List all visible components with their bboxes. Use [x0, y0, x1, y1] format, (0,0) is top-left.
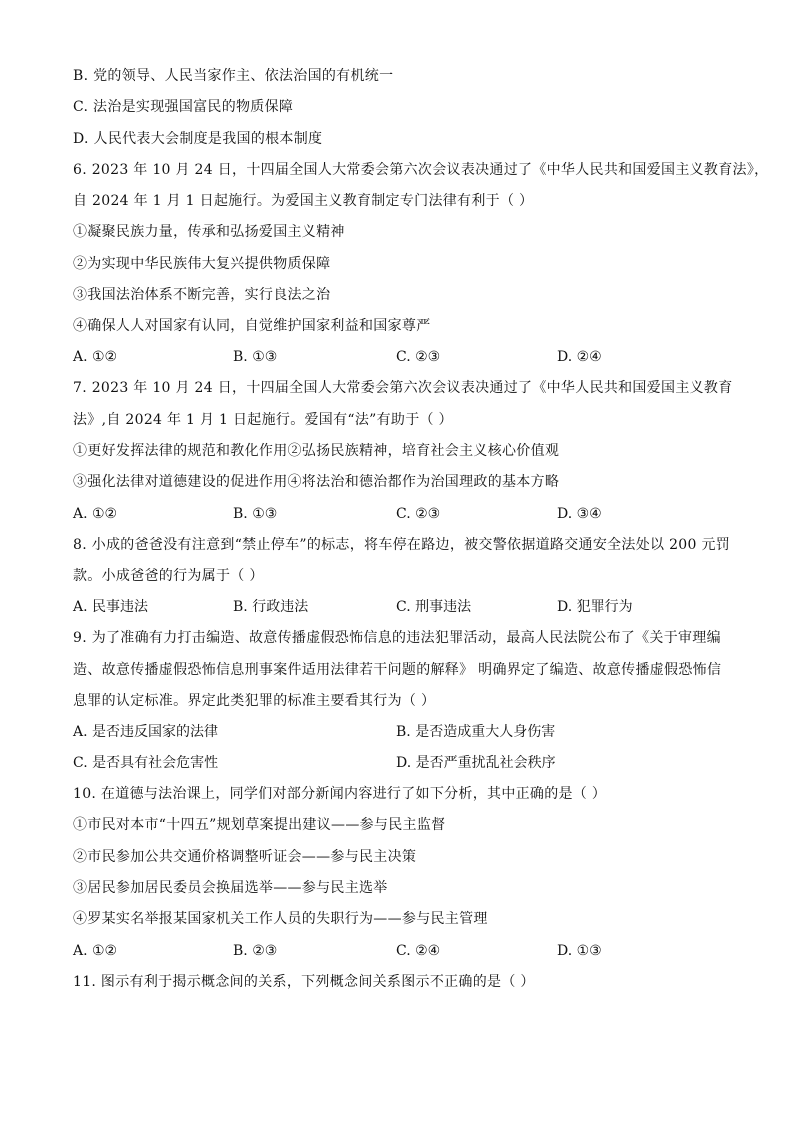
q8-option-b[interactable]: B. 行政违法	[233, 599, 309, 615]
q6-statement-2: ②为实现中华民族伟大复兴提供物质保障	[73, 256, 331, 272]
q10-option-a[interactable]: A. ①②	[73, 943, 118, 959]
q8-option-d[interactable]: D. 犯罪行为	[557, 599, 633, 615]
q6-option-d[interactable]: D. ②④	[557, 349, 602, 365]
q10-statement-3: ③居民参加居民委员会换届选举——参与民主选举	[73, 880, 388, 896]
q6-option-a[interactable]: A. ①②	[73, 349, 118, 365]
q9-option-d[interactable]: D. 是否严重扰乱社会秩序	[396, 755, 556, 771]
q9-stem-line-1: 9. 为了准确有力打击编造、故意传播虚假恐怖信息的违法犯罪活动，最高人民法院公布了《关于审理编	[73, 630, 721, 646]
q8-stem-line-1: 8. 小成的爸爸没有注意到“禁止停车”的标志，将车停在路边，被交警依据道路交通安全法处以 200 元罚	[73, 537, 731, 553]
q7-option-c[interactable]: C. ②③	[396, 506, 441, 522]
q9-option-c[interactable]: C. 是否具有社会危害性	[73, 755, 219, 771]
prev-option-c: C. 法治是实现强国富民的物质保障	[73, 99, 294, 115]
q10-statement-4: ④罗某实名举报某国家机关工作人员的失职行为——参与民主管理	[73, 911, 488, 927]
q7-option-b[interactable]: B. ①③	[233, 506, 278, 522]
q6-statement-3: ③我国法治体系不断完善，实行良法之治	[73, 287, 331, 303]
q10-statement-1: ①市民对本市“十四五”规划草案提出建议——参与民主监督	[73, 817, 446, 833]
q9-option-b[interactable]: B. 是否造成重大人身伤害	[396, 724, 556, 740]
prev-option-d: D. 人民代表大会制度是我国的根本制度	[73, 131, 323, 147]
q10-statement-2: ②市民参加公共交通价格调整听证会——参与民主决策	[73, 849, 417, 865]
q10-option-d[interactable]: D. ①③	[557, 943, 602, 959]
q6-statement-4: ④确保人人对国家有认同，自觉维护国家利益和国家尊严	[73, 318, 431, 334]
q7-stem-line-1: 7. 2023 年 10 月 24 日，十四届全国人大常委会第六次会议表决通过了《中华人民共和国爱国主义教育	[73, 380, 733, 396]
q11-stem-line-1: 11. 图示有利于揭示概念间的关系，下列概念间关系图示不正确的是（ ）	[73, 974, 535, 990]
q8-option-c[interactable]: C. 刑事违法	[396, 599, 472, 615]
q6-statement-1: ①凝聚民族力量，传承和弘扬爱国主义精神	[73, 224, 345, 240]
q8-option-a[interactable]: A. 民事违法	[73, 599, 149, 615]
prev-option-b: B. 党的领导、人民当家作主、依法治国的有机统一	[73, 68, 394, 84]
q6-option-c[interactable]: C. ②③	[396, 349, 441, 365]
q7-statement-2: ③强化法律对道德建设的促进作用④将法治和德治都作为治国理政的基本方略	[73, 474, 560, 490]
q6-option-b[interactable]: B. ①③	[233, 349, 278, 365]
q9-stem-line-3: 息罪的认定标准。界定此类犯罪的标准主要看其行为（ ）	[73, 693, 436, 709]
q10-option-b[interactable]: B. ②③	[233, 943, 278, 959]
q9-option-a[interactable]: A. 是否违反国家的法律	[73, 724, 219, 740]
q7-option-d[interactable]: D. ③④	[557, 506, 602, 522]
q9-stem-line-2: 造、故意传播虚假恐怖信息刑事案件适用法律若干问题的解释》 明确界定了编造、故意传播虚假恐怖信	[73, 662, 722, 678]
q7-statement-1: ①更好发挥法律的规范和教化作用②弘扬民族精神，培育社会主义核心价值观	[73, 443, 560, 459]
q7-stem-line-2: 法》,自 2024 年 1 月 1 日起施行。爱国有“法”有助于（ ）	[73, 412, 453, 428]
q6-stem-line-1: 6. 2023 年 10 月 24 日，十四届全国人大常委会第六次会议表决通过了《中华人民共和国爱国主义教育法》，	[73, 162, 769, 178]
q10-stem-line-1: 10. 在道德与法治课上，同学们对部分新闻内容进行了如下分析，其中正确的是（ ）	[73, 786, 607, 802]
q6-stem-line-2: 自 2024 年 1 月 1 日起施行。为爱国主义教育制定专门法律有利于（ ）	[73, 193, 534, 209]
q7-option-a[interactable]: A. ①②	[73, 506, 118, 522]
q10-option-c[interactable]: C. ②④	[396, 943, 441, 959]
q8-stem-line-2: 款。小成爸爸的行为属于（ ）	[73, 568, 264, 584]
